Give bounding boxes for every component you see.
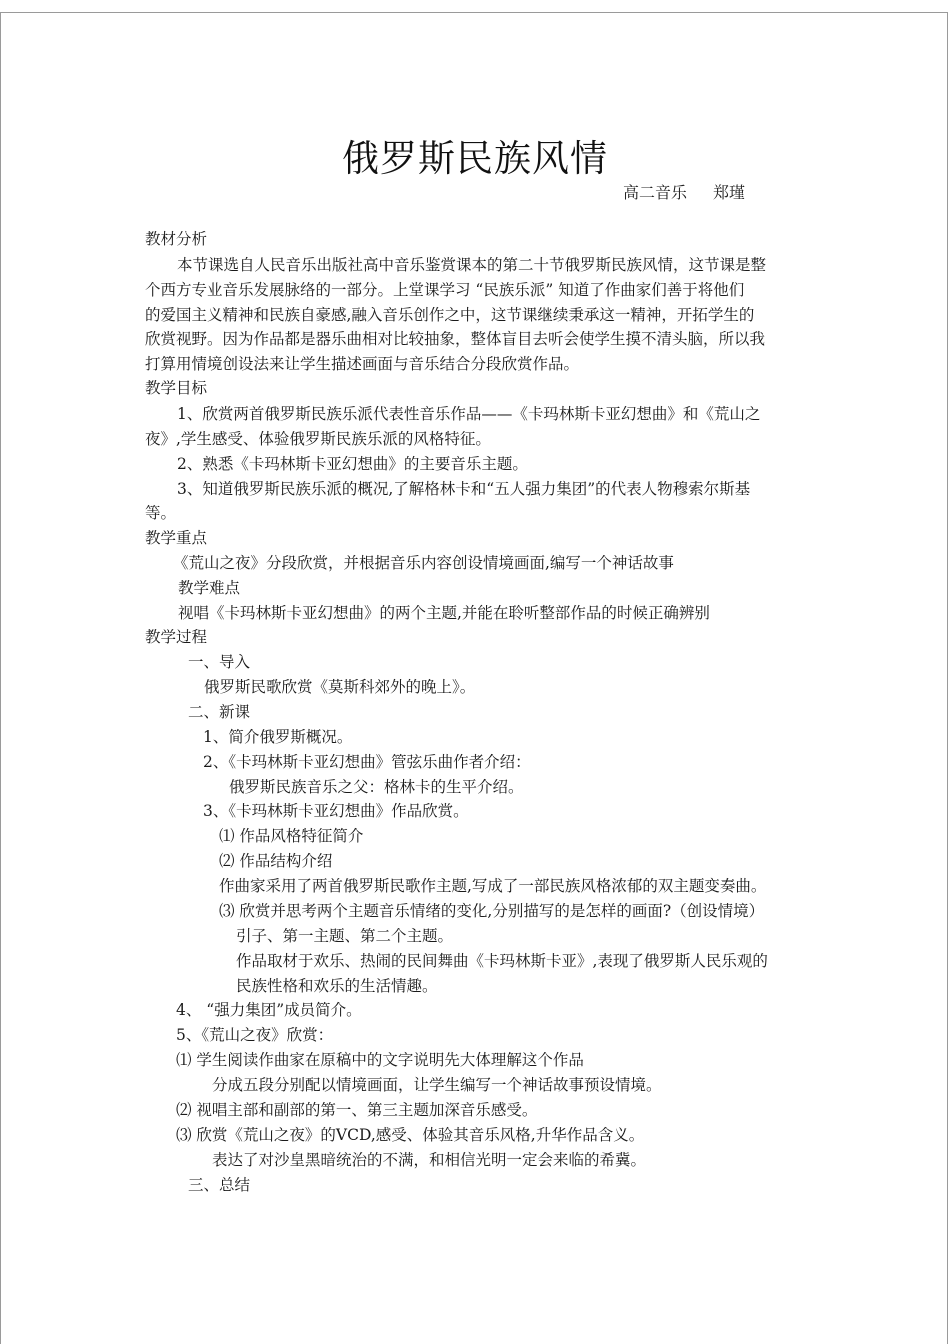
process-line: ⑵ 作品结构介绍 [219, 852, 333, 870]
materials-line: 的爱国主义精神和民族自豪感,融入音乐创作之中，这节课继续秉承这一精神，开拓学生的 [145, 306, 755, 324]
materials-line: 打算用情境创设法来让学生描述画面与音乐结合分段欣赏作品。 [145, 355, 580, 373]
goals-line: 2、熟悉《卡玛林斯卡亚幻想曲》的主要音乐主题。 [177, 455, 528, 473]
process-line: 1、简介俄罗斯概况。 [203, 728, 353, 746]
goals-line: 夜》,学生感受、体验俄罗斯民族乐派的风格特征。 [145, 430, 491, 448]
keypoint-line: 《荒山之夜》分段欣赏，并根据音乐内容创设情境画面,编写一个神话故事 [173, 554, 674, 572]
keypoint-heading: 教学重点 [145, 529, 208, 547]
process-line: ⑴ 学生阅读作曲家在原稿中的文字说明先大体理解这个作品 [176, 1051, 584, 1069]
process-line: 一、导入 [188, 653, 251, 671]
materials-heading: 教材分析 [145, 230, 208, 248]
process-line: 4、 “强力集团”成员简介。 [176, 1001, 362, 1019]
materials-line: 欣赏视野。因为作品都是器乐曲相对比较抽象，整体盲目去听会使学生摸不清头脑，所以我 [145, 330, 766, 348]
author-line [623, 180, 745, 203]
process-line: 二、新课 [188, 703, 251, 721]
process-line: 2、《卡玛林斯卡亚幻想曲》管弦乐曲作者介绍： [203, 753, 531, 771]
process-heading: 教学过程 [145, 628, 208, 646]
process-line: 俄罗斯民歌欣赏《莫斯科郊外的晚上》。 [204, 678, 476, 696]
process-line: 作曲家采用了两首俄罗斯民歌作主题,写成了一部民族风格浓郁的双主题变奏曲。 [219, 877, 767, 895]
process-line: ⑴ 作品风格特征简介 [219, 827, 364, 845]
document-title: 俄罗斯民族风情 [342, 137, 608, 180]
process-line: 分成五段分别配以情境画面，让学生编写一个神话故事预设情境。 [212, 1076, 662, 1094]
goals-heading: 教学目标 [145, 379, 208, 397]
process-line: ⑵ 视唱主部和副部的第一、第三主题加深音乐感受。 [176, 1101, 538, 1119]
process-line: 引子、第一主题、第二个主题。 [236, 927, 454, 945]
process-line: ⑶ 欣赏并思考两个主题音乐情绪的变化,分别描写的是怎样的画面?（创设情境） [219, 902, 765, 920]
materials-line: 个西方专业音乐发展脉络的一部分。上堂课学习 “民族乐派” 知道了作曲家们善于将他们 [145, 281, 745, 299]
goals-line: 3、知道俄罗斯民族乐派的概况,了解格林卡和“五人强力集团”的代表人物穆索尔斯基 [177, 480, 751, 498]
author-name: 郑瑾 [713, 183, 746, 202]
materials-line: 本节课选自人民音乐出版社高中音乐鉴赏课本的第二十节俄罗斯民族风情，这节课是整 [177, 256, 767, 274]
difficulty-line: 视唱《卡玛林斯卡亚幻想曲》的两个主题,并能在聆听整部作品的时候正确辨别 [178, 604, 710, 622]
process-line: 民族性格和欢乐的生活情趣。 [236, 977, 438, 995]
goals-line: 1、欣赏两首俄罗斯民族乐派代表性音乐作品——《卡玛林斯卡亚幻想曲》和《荒山之 [177, 405, 761, 423]
author-subject: 高二音乐 [623, 183, 688, 202]
difficulty-heading: 教学难点 [178, 579, 241, 597]
process-line: 俄罗斯民族音乐之父：格林卡的生平介绍。 [229, 778, 524, 796]
goals-line: 等。 [145, 504, 177, 522]
process-line: 5、《荒山之夜》欣赏： [176, 1026, 334, 1044]
process-line: 三、总结 [188, 1176, 251, 1194]
process-line: 表达了对沙皇黑暗统治的不满，和相信光明一定会来临的希冀。 [212, 1151, 647, 1169]
process-line: 作品取材于欢乐、热闹的民间舞曲《卡玛林斯卡亚》,表现了俄罗斯人民乐观的 [236, 952, 768, 970]
process-line: ⑶ 欣赏《荒山之夜》的VCD,感受、体验其音乐风格,升华作品含义。 [176, 1126, 645, 1144]
process-line: 3、《卡玛林斯卡亚幻想曲》作品欣赏。 [203, 802, 469, 820]
